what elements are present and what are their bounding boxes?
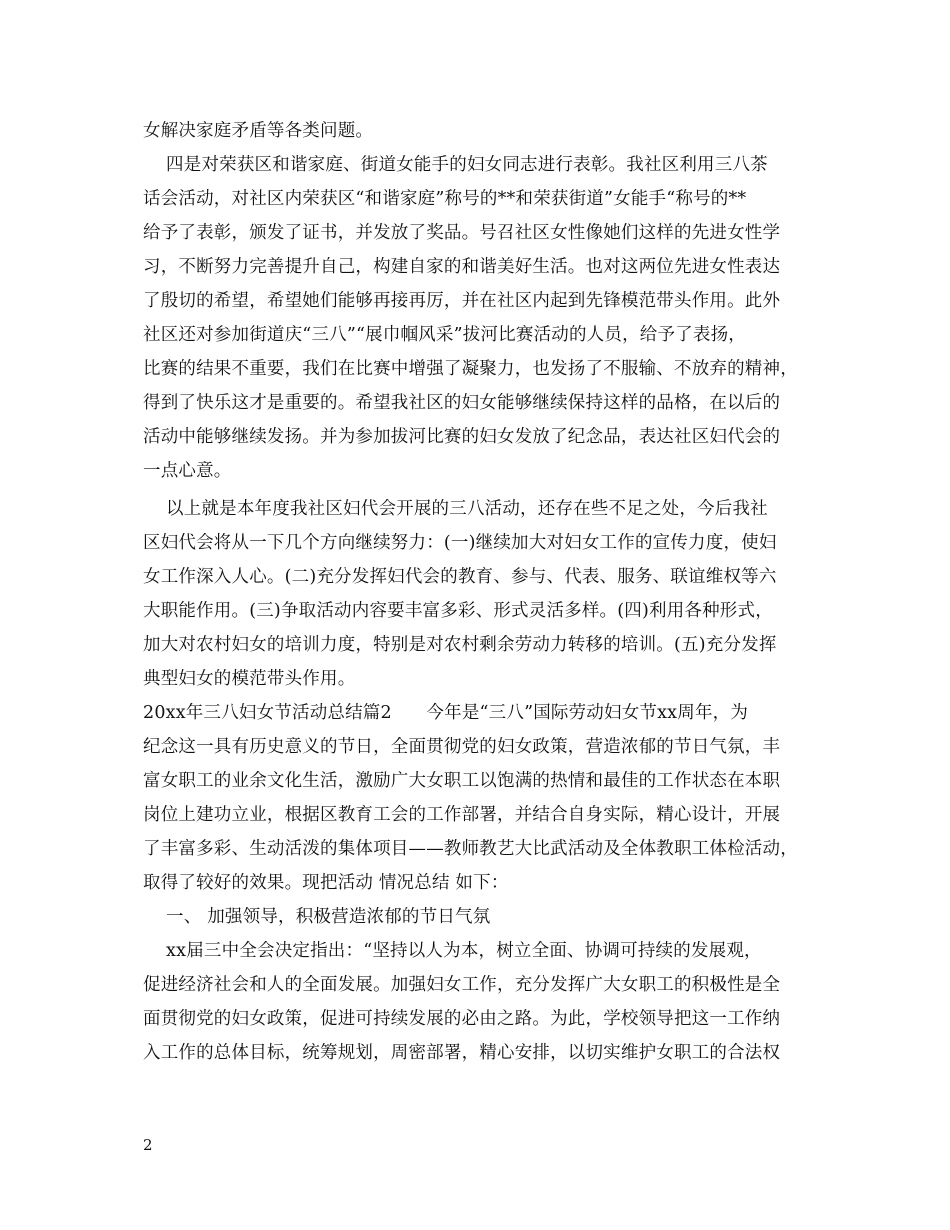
text-line: 区妇代会将从一下几个方向继续努力：(一)继续加大对妇女工作的宣传力度，使妇 xyxy=(143,533,777,553)
text-line: 话会活动，对社区内荣获区“和谐家庭”称号的**和荣获街道”女能手“称号的** xyxy=(143,189,747,209)
text-line: 女工作深入人心。(二)充分发挥妇代会的教育、参与、代表、服务、联谊维权等六 xyxy=(143,567,777,587)
text-line: 取得了较好的效果。现把活动 情况总结 如下： xyxy=(143,873,509,893)
text-line: 岗位上建功立业，根据区教育工会的工作部署，并结合自身实际，精心设计，开展 xyxy=(143,805,781,825)
text-line: 活动中能够继续发扬。并为参加拔河比赛的妇女发放了纪念品，表达社区妇代会的 xyxy=(143,427,781,447)
text-line: 女解决家庭矛盾等各类问题。 xyxy=(143,121,374,141)
text-line: 给予了表彰，颁发了证书，并发放了奖品。号召社区女性像她们这样的先进女性学 xyxy=(143,223,781,243)
page-number: 2 xyxy=(143,1136,153,1154)
text-line: 了丰富多彩、生动活泼的集体项目——教师教艺大比武活动及全体教职工体检活动， xyxy=(143,839,798,859)
subheading-line: 一、 加强领导，积极营造浓郁的节日气氛 xyxy=(143,907,491,927)
text-line: 了殷切的希望，希望她们能够再接再厉，并在社区内起到先锋模范带头作用。此外 xyxy=(143,291,781,311)
text-line: 面贯彻党的妇女政策，促进可持续发展的必由之路。为此，学校领导把这一工作纳 xyxy=(143,1009,781,1029)
text-line: 大职能作用。(三)争取活动内容要丰富多彩、形式灵活多样。(四)利用各种形式， xyxy=(143,601,773,621)
text-line: 得到了快乐这才是重要的。希望我社区的妇女能够继续保持这样的品格，在以后的 xyxy=(143,393,781,413)
text-line: 典型妇女的模范带头作用。 xyxy=(143,669,356,689)
text-line: 纪念这一具有历史意义的节日，全面贯彻党的妇女政策，营造浓郁的节日气氛，丰 xyxy=(143,737,781,757)
text-line: 社区还对参加街道庆“三八”“展巾帼风采”拔河比赛活动的人员，给予了表扬， xyxy=(143,325,746,345)
text-line: 促进经济社会和人的全面发展。加强妇女工作，充分发挥广大女职工的积极性是全 xyxy=(143,975,781,995)
text-line: 入工作的总体目标，统筹规划，周密部署，精心安排，以切实维护女职工的合法权 xyxy=(143,1043,781,1063)
text-line: 一点心意。 xyxy=(143,461,232,481)
text-line: 以上就是本年度我社区妇代会开展的三八活动，还存在些不足之处，今后我社 xyxy=(143,499,768,519)
text-line: 加大对农村妇女的培训力度，特别是对农村剩余劳动力转移的培训。(五)充分发挥 xyxy=(143,635,777,655)
text-line: 习，不断努力完善提升自己，构建自家的和谐美好生活。也对这两位先进女性表达 xyxy=(143,257,781,277)
text-line: 比赛的结果不重要，我们在比赛中增强了凝聚力，也发扬了不服输、不放弃的精神， xyxy=(143,359,798,379)
text-line: 富女职工的业余文化生活，激励广大女职工以饱满的热情和最佳的工作状态在本职 xyxy=(143,771,781,791)
text-line: 四是对荣获区和谐家庭、街道女能手的妇女同志进行表彰。我社区利用三八茶 xyxy=(143,155,768,175)
text-line: xx届三中全会决定指出：“坚持以人为本，树立全面、协调可持续的发展观， xyxy=(143,941,762,961)
section-heading-line: 20xx年三八妇女节活动总结篇2 今年是“三八”国际劳动妇女节xx周年，为 xyxy=(143,703,749,723)
